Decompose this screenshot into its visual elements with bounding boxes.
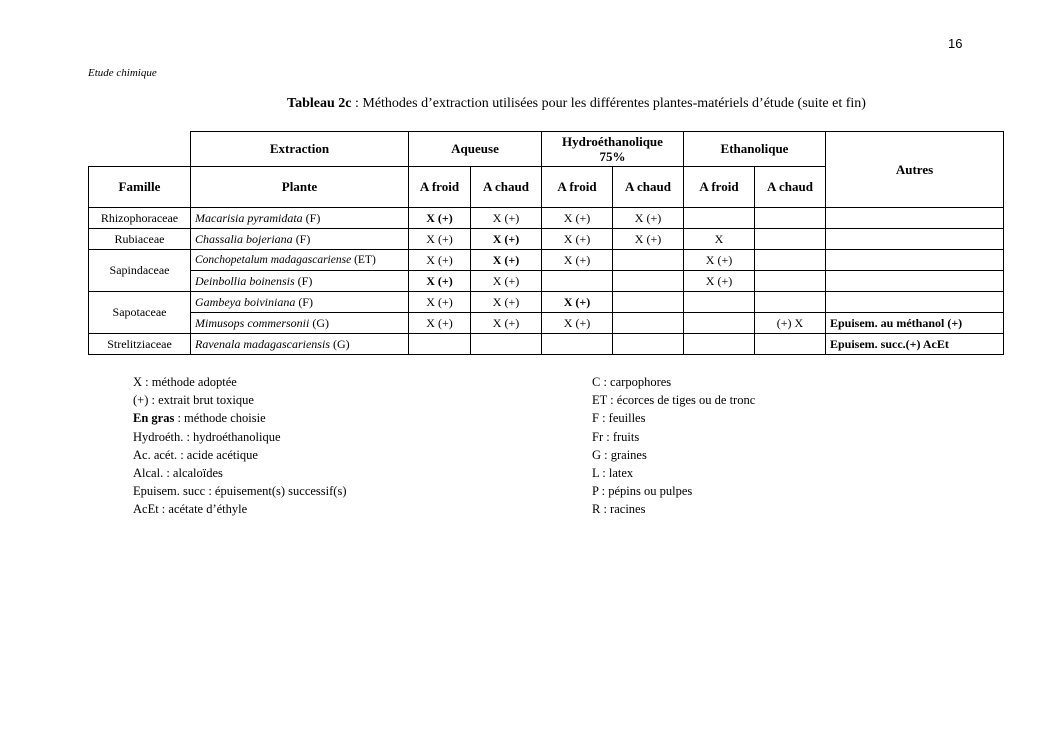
- hy-chaud-cell: [613, 334, 684, 355]
- legend-item: C : carpophores: [592, 375, 672, 389]
- et-chaud-cell: [755, 208, 826, 229]
- et-froid-cell: [684, 208, 755, 229]
- species-name: Chassalia bojeriana: [195, 231, 293, 246]
- aq-chaud-cell: X (+): [471, 271, 542, 292]
- hy-froid-cell: X (+): [542, 229, 613, 250]
- organ-code: (G): [309, 315, 329, 330]
- aq-froid-cell: X (+): [409, 229, 471, 250]
- legend-item: Epuisem. succ : épuisement(s) successif(s): [133, 484, 347, 499]
- aq-froid-cell: [409, 334, 471, 355]
- header-ethanolique: Ethanolique: [684, 132, 826, 167]
- aq-chaud-cell: [471, 334, 542, 355]
- species-name: Mimusops commersonii: [195, 315, 310, 330]
- legend-item: (+) : extrait brut toxique: [133, 393, 254, 408]
- extraction-methods-table: [88, 131, 1004, 355]
- caption-label: Tableau 2c: [287, 96, 352, 111]
- table-row: [89, 334, 1004, 355]
- aq-froid-cell: X (+): [409, 271, 471, 292]
- et-chaud-cell: [755, 229, 826, 250]
- autres-cell: [826, 271, 1004, 292]
- organ-code: (F): [302, 210, 321, 225]
- plant-cell: [191, 313, 409, 334]
- hy-chaud-cell: X (+): [613, 229, 684, 250]
- et-froid-cell: [684, 292, 755, 313]
- legend-item: Hydroéth. : hydroéthanolique: [133, 429, 281, 444]
- table-row: [89, 250, 1004, 271]
- autres-cell: Epuisem. au méthanol (+): [826, 313, 1004, 334]
- legend-item: F : feuilles: [592, 411, 646, 426]
- aq-chaud-cell: X (+): [471, 229, 542, 250]
- et-chaud-cell: [755, 271, 826, 292]
- header-hy-chaud: A chaud: [613, 167, 684, 208]
- family-cell: Rhizophoraceae: [89, 208, 191, 229]
- legend-item: P : pépins ou pulpes: [592, 484, 693, 499]
- species-name: Conchopetalum madagascariense: [195, 254, 352, 266]
- family-cell: Sapotaceae: [89, 292, 191, 334]
- autres-cell: [826, 250, 1004, 271]
- organ-code: (F): [295, 294, 313, 309]
- page-number: 16: [948, 36, 963, 51]
- species-name: Macarisia pyramidata: [195, 210, 303, 225]
- aq-chaud-cell: X (+): [471, 250, 542, 271]
- et-chaud-cell: (+) X: [755, 313, 826, 334]
- aq-chaud-cell: X (+): [471, 292, 542, 313]
- hy-froid-cell: [542, 271, 613, 292]
- plant-cell: [191, 250, 409, 271]
- legend-item: Fr : fruits: [592, 429, 640, 444]
- hy-froid-cell: X (+): [542, 250, 613, 271]
- legend-item: AcEt : acétate d’éthyle: [133, 502, 248, 517]
- family-cell: Rubiaceae: [89, 229, 191, 250]
- header-aq-chaud: A chaud: [471, 167, 542, 208]
- table-row: [89, 229, 1004, 250]
- species-name: Deinbollia boinensis: [195, 273, 295, 288]
- et-chaud-cell: [755, 250, 826, 271]
- hy-chaud-cell: [613, 292, 684, 313]
- et-froid-cell: X (+): [684, 250, 755, 271]
- aq-chaud-cell: X (+): [471, 313, 542, 334]
- legend-left: [133, 373, 346, 519]
- header-plante: Plante: [191, 167, 409, 208]
- organ-code: (F): [292, 231, 311, 246]
- table-row: [89, 271, 1004, 292]
- aq-froid-cell: X (+): [409, 208, 471, 229]
- legend-item: ET : écorces de tiges ou de tronc: [592, 393, 756, 408]
- organ-code: (ET): [351, 254, 376, 266]
- plant-cell: [191, 208, 409, 229]
- header-aq-froid: A froid: [409, 167, 471, 208]
- et-froid-cell: [684, 313, 755, 334]
- empty-corner-cell: [89, 132, 191, 167]
- plant-cell: [191, 271, 409, 292]
- species-name: Gambeya boiviniana: [195, 294, 296, 309]
- running-head: Etude chimique: [88, 67, 157, 79]
- family-cell: Sapindaceae: [89, 250, 191, 292]
- header-hydroethanolique: [542, 132, 684, 167]
- legend-right: [592, 373, 755, 519]
- aq-chaud-cell: X (+): [471, 208, 542, 229]
- hy-chaud-cell: X (+): [613, 208, 684, 229]
- table-row: [89, 208, 1004, 229]
- header-aqueuse: Aqueuse: [409, 132, 542, 167]
- species-name: Ravenala madagascariensis: [195, 336, 330, 351]
- et-froid-cell: [684, 334, 755, 355]
- header-hy-froid: A froid: [542, 167, 613, 208]
- autres-cell: Epuisem. succ.(+) AcEt: [826, 334, 1004, 355]
- legend-item: Alcal. : alcaloïdes: [133, 466, 223, 481]
- autres-cell: [826, 229, 1004, 250]
- et-chaud-cell: [755, 292, 826, 313]
- header-autres: Autres: [826, 132, 1004, 208]
- et-froid-cell: X: [684, 229, 755, 250]
- legend-item: En gras : méthode choisie: [133, 411, 266, 426]
- header-et-froid: A froid: [684, 167, 755, 208]
- aq-froid-cell: X (+): [409, 313, 471, 334]
- legend-item: Ac. acét. : acide acétique: [133, 447, 258, 462]
- legend-item: G : graines: [592, 447, 647, 462]
- header-hydro-label: Hydroéthanolique: [562, 134, 663, 149]
- et-chaud-cell: [755, 334, 826, 355]
- hy-chaud-cell: [613, 250, 684, 271]
- organ-code: (F): [294, 273, 313, 288]
- aq-froid-cell: X (+): [409, 292, 471, 313]
- header-famille: Famille: [89, 167, 191, 208]
- header-extraction: Extraction: [191, 132, 409, 167]
- hy-froid-cell: X (+): [542, 313, 613, 334]
- hy-chaud-cell: [613, 313, 684, 334]
- hy-froid-cell: X (+): [542, 208, 613, 229]
- aq-froid-cell: X (+): [409, 250, 471, 271]
- header-hydro-percent: 75%: [599, 149, 626, 164]
- legend-item: X : méthode adoptée: [133, 375, 237, 389]
- hy-chaud-cell: [613, 271, 684, 292]
- legend-item: L : latex: [592, 466, 634, 481]
- header-et-chaud: A chaud: [755, 167, 826, 208]
- plant-cell: [191, 334, 409, 355]
- plant-cell: [191, 292, 409, 313]
- table-caption: [88, 96, 1053, 112]
- table-row: [89, 313, 1004, 334]
- plant-cell: [191, 229, 409, 250]
- autres-cell: [826, 292, 1004, 313]
- et-froid-cell: X (+): [684, 271, 755, 292]
- family-cell: Strelitziaceae: [89, 334, 191, 355]
- table-row: [89, 292, 1004, 313]
- organ-code: (G): [329, 336, 350, 351]
- legend-item: R : racines: [592, 502, 646, 517]
- caption-text: : Méthodes d’extraction utilisées pour les différentes plantes-matériels d’étude (suite et fin): [351, 96, 866, 111]
- autres-cell: [826, 208, 1004, 229]
- hy-froid-cell: X (+): [542, 292, 613, 313]
- hy-froid-cell: [542, 334, 613, 355]
